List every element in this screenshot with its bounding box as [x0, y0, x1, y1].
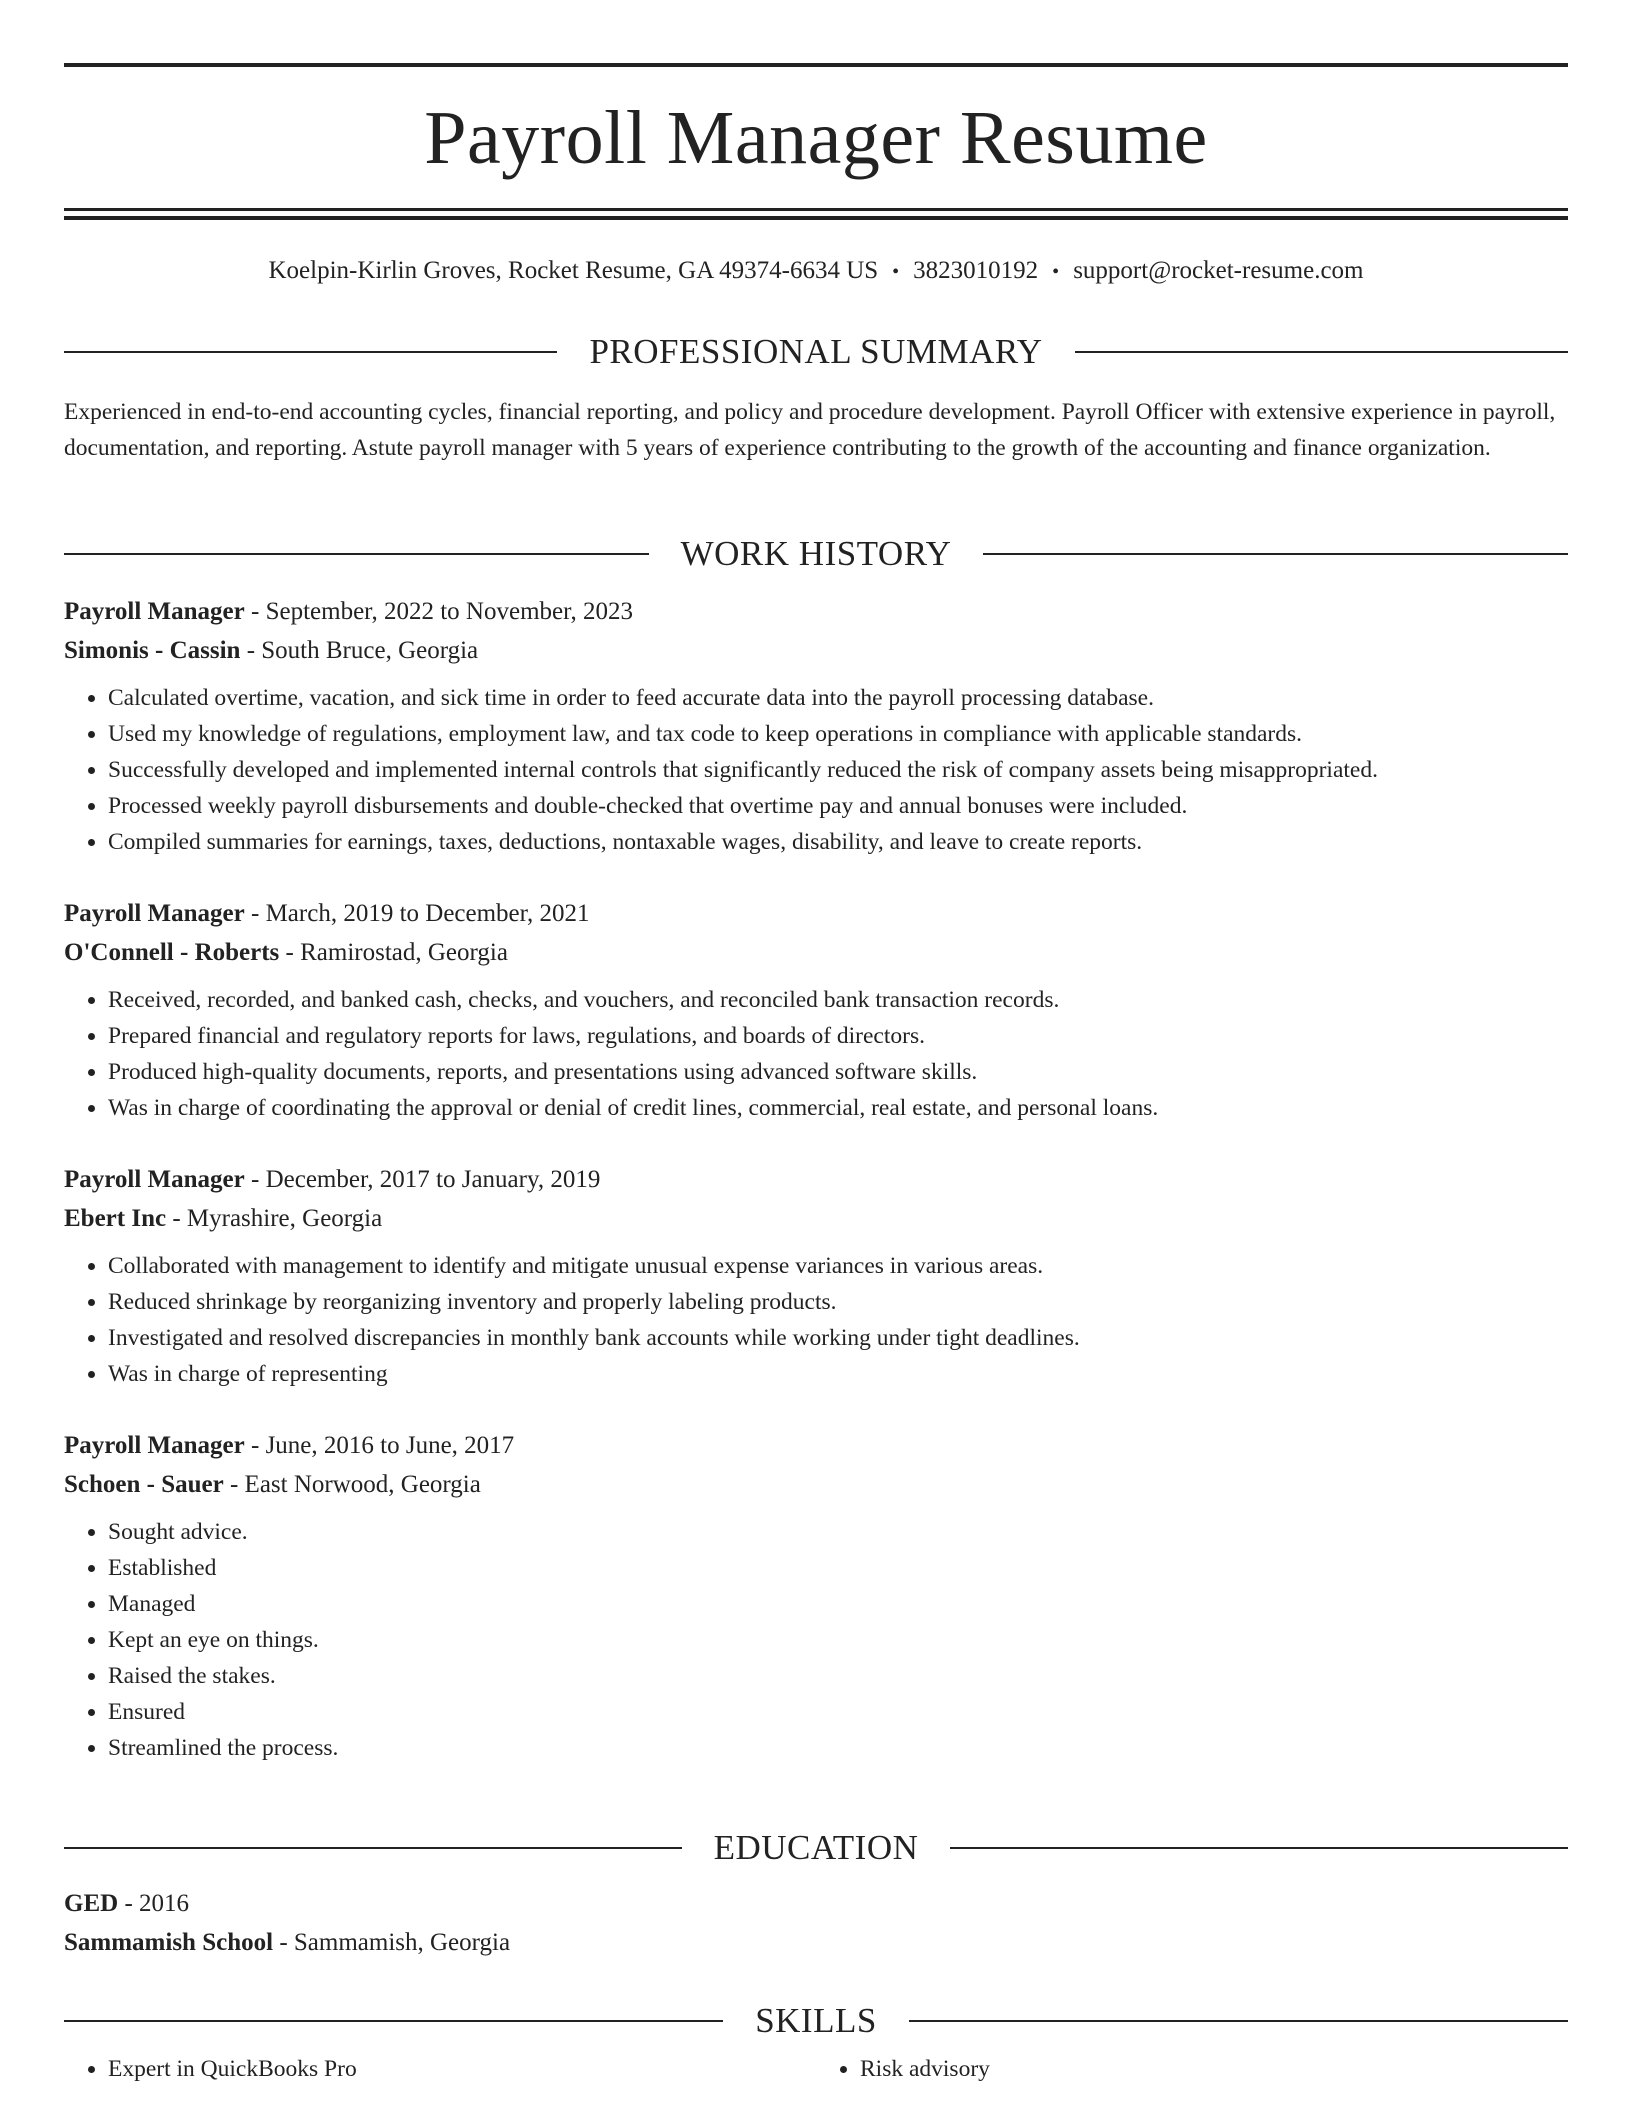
job-title: Payroll Manager — [64, 900, 245, 927]
contact-line — [64, 254, 1568, 289]
job-bullet: • Streamlined the process. — [108, 1730, 1568, 1766]
education-degree-line — [64, 1884, 1568, 1923]
heading-rule — [64, 1847, 682, 1849]
summary-text: Experienced in end-to-end accounting cycles, financial reporting, and policy and procedure development. Payroll Officer with extensive experience in payroll, documentation, and reporting. Astute payroll manager with 5 years of experience contributing to the growth of the accounting and finance organization. — [64, 399, 1556, 461]
skills-list-left — [64, 2051, 816, 2087]
skills-list-right — [816, 2051, 1568, 2087]
heading-rule — [64, 553, 649, 555]
contact-address: Koelpin-Kirlin Groves, Rocket Resume, GA 49374-6634 US — [268, 257, 879, 284]
job-title-line — [64, 894, 1568, 933]
heading-rule — [983, 553, 1568, 555]
section-heading-text: PROFESSIONAL SUMMARY — [589, 332, 1043, 371]
job-bullet: • Kept an eye on things. — [108, 1622, 1568, 1658]
education-location: - Sammamish, Georgia — [273, 1929, 511, 1956]
job-bullets — [64, 1514, 1568, 1766]
job-entry — [64, 1160, 1568, 1392]
job-company: Ebert Inc — [64, 1205, 167, 1232]
job-title-line — [64, 1160, 1568, 1199]
contact-email[interactable]: support@rocket-resume.com — [1073, 257, 1364, 284]
job-bullet: • Investigated and resolved discrepancies in monthly bank accounts while working under tight deadlines. — [108, 1320, 1568, 1356]
job-bullet: • Managed — [108, 1586, 1568, 1622]
education-entry — [64, 1884, 1568, 1962]
resume-title: Payroll Manager Resume — [424, 96, 1208, 180]
job-bullet: • Raised the stakes. — [108, 1658, 1568, 1694]
education-school: Sammamish School — [64, 1929, 274, 1956]
job-location: - East Norwood, Georgia — [223, 1471, 481, 1498]
job-bullets — [64, 1248, 1568, 1392]
job-entry — [64, 592, 1568, 860]
top-rule — [64, 63, 1568, 67]
job-company: O'Connell - Roberts — [64, 939, 280, 966]
job-company: Simonis - Cassin — [64, 637, 241, 664]
double-rule — [64, 208, 1568, 220]
skills-columns — [64, 2043, 1568, 2087]
summary-section — [64, 330, 1568, 466]
section-heading — [64, 1826, 1568, 1870]
education-section — [64, 1826, 1568, 1962]
job-bullets — [64, 982, 1568, 1126]
section-heading-text: WORK HISTORY — [680, 534, 952, 573]
job-bullet: • Established — [108, 1550, 1568, 1586]
job-bullet: • Compiled summaries for earnings, taxes, deductions, nontaxable wages, disability, and leave to create reports. — [108, 824, 1568, 860]
section-heading — [64, 532, 1568, 576]
heading-rule — [64, 2020, 723, 2022]
heading-rule — [64, 351, 557, 353]
skills-section — [64, 1999, 1568, 2087]
job-bullet: • Used my knowledge of regulations, employment law, and tax code to keep operations in compliance with applicable standards. — [108, 716, 1568, 752]
job-bullet: • Reduced shrinkage by reorganizing inventory and properly labeling products. — [108, 1284, 1568, 1320]
section-heading — [64, 330, 1568, 374]
section-heading — [64, 1999, 1568, 2043]
heading-rule — [1075, 351, 1568, 353]
job-bullet: • Ensured — [108, 1694, 1568, 1730]
job-title-line — [64, 592, 1568, 631]
section-heading-text: EDUCATION — [713, 1828, 919, 1867]
job-company-line — [64, 933, 1568, 972]
job-entry — [64, 1426, 1568, 1766]
job-bullet: • Calculated overtime, vacation, and sick time in order to feed accurate data into the payroll processing database. — [108, 680, 1568, 716]
education-school-line — [64, 1923, 1568, 1962]
job-location: - South Bruce, Georgia — [240, 637, 479, 664]
section-heading-text: SKILLS — [755, 2001, 877, 2040]
heading-rule — [909, 2020, 1568, 2022]
job-dates: - March, 2019 to December, 2021 — [244, 900, 590, 927]
contact-phone: 3823010192 — [913, 257, 1039, 284]
contact-separator: • — [1052, 261, 1060, 283]
job-title: Payroll Manager — [64, 598, 245, 625]
job-bullet: • Collaborated with management to identify and mitigate unusual expense variances in various areas. — [108, 1248, 1568, 1284]
skill-item: • Risk advisory — [860, 2051, 1568, 2087]
job-company: Schoen - Sauer — [64, 1471, 224, 1498]
job-dates: - June, 2016 to June, 2017 — [244, 1432, 515, 1459]
education-year: - 2016 — [118, 1890, 190, 1917]
job-title: Payroll Manager — [64, 1432, 245, 1459]
job-title: Payroll Manager — [64, 1166, 245, 1193]
job-title-line — [64, 1426, 1568, 1465]
contact-separator: • — [892, 261, 900, 283]
job-dates: - September, 2022 to November, 2023 — [244, 598, 633, 625]
job-list — [64, 592, 1568, 1766]
education-degree: GED — [64, 1890, 119, 1917]
work-history-section — [64, 532, 1568, 1800]
job-location: - Myrashire, Georgia — [166, 1205, 383, 1232]
job-dates: - December, 2017 to January, 2019 — [244, 1166, 601, 1193]
job-bullet: • Was in charge of coordinating the approval or denial of credit lines, commercial, real estate, and personal loans. — [108, 1090, 1568, 1126]
job-entry — [64, 894, 1568, 1126]
job-location: - Ramirostad, Georgia — [279, 939, 508, 966]
job-bullet: • Produced high-quality documents, reports, and presentations using advanced software skills. — [108, 1054, 1568, 1090]
skill-item: • Expert in QuickBooks Pro — [108, 2051, 816, 2087]
job-company-line — [64, 1465, 1568, 1504]
job-bullet: • Processed weekly payroll disbursements and double-checked that overtime pay and annual bonuses were included. — [108, 788, 1568, 824]
job-bullet: • Sought advice. — [108, 1514, 1568, 1550]
job-company-line — [64, 631, 1568, 670]
job-bullets — [64, 680, 1568, 860]
job-bullet: • Received, recorded, and banked cash, checks, and vouchers, and reconciled bank transaction records. — [108, 982, 1568, 1018]
heading-rule — [950, 1847, 1568, 1849]
job-bullet: • Successfully developed and implemented internal controls that significantly reduced the risk of company assets being misappropriated. — [108, 752, 1568, 788]
job-bullet: • Was in charge of representing — [108, 1356, 1568, 1392]
job-bullet: • Prepared financial and regulatory reports for laws, regulations, and boards of directors. — [108, 1018, 1568, 1054]
job-company-line — [64, 1199, 1568, 1238]
